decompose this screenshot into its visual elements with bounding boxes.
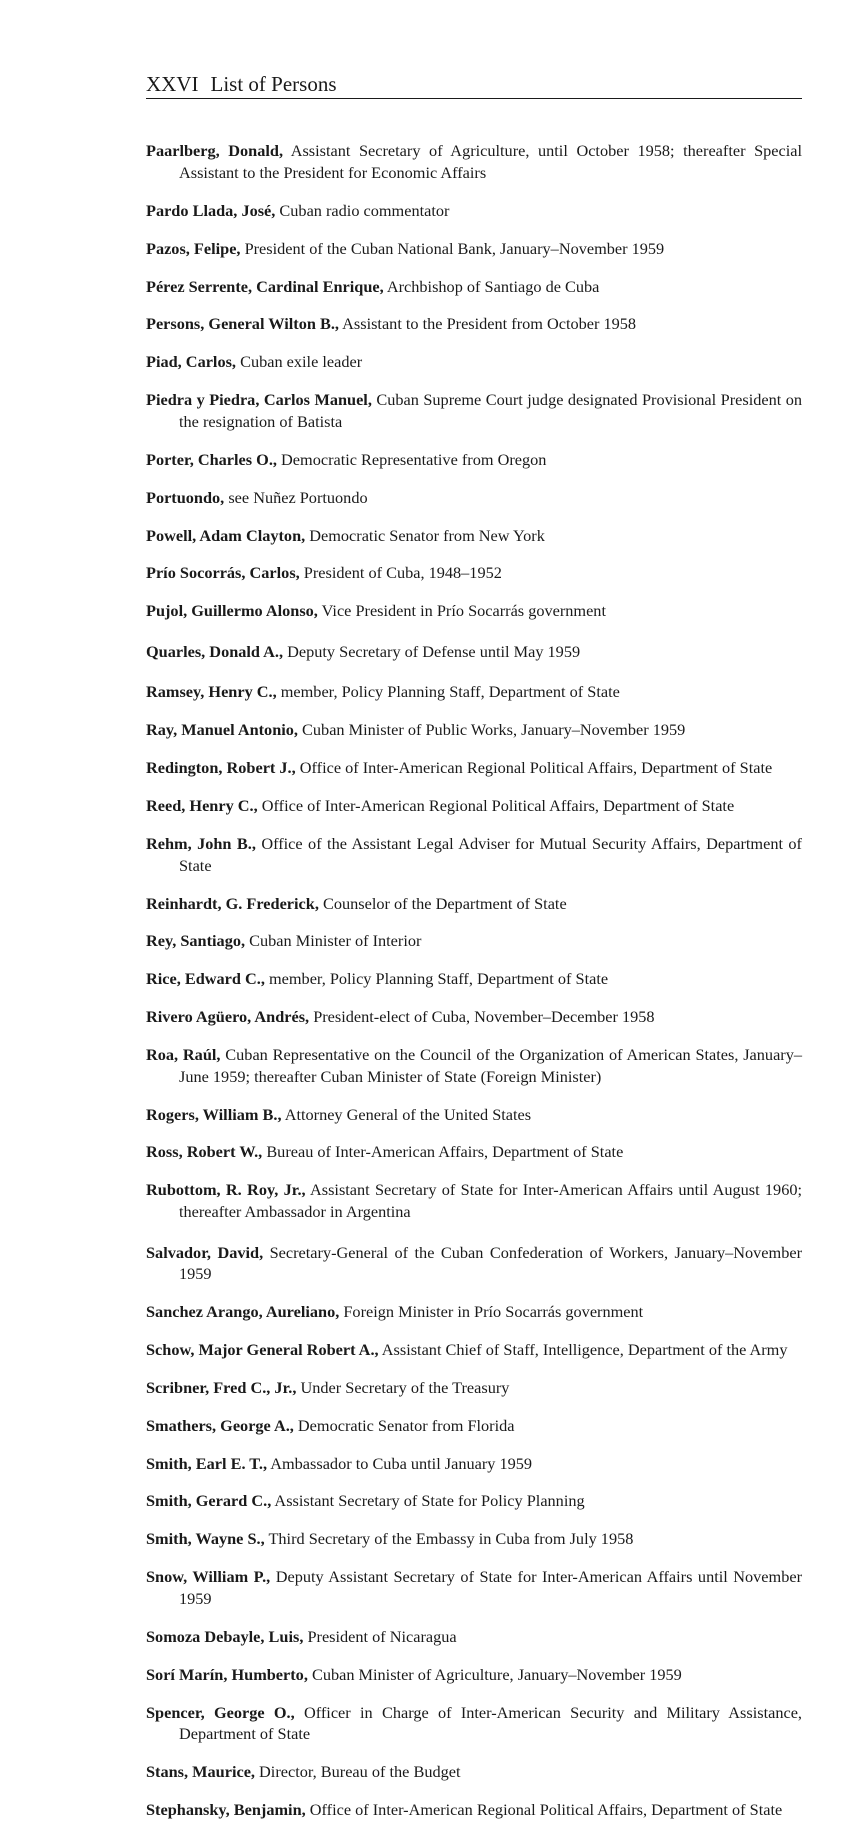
person-name: Smathers, George A.,: [146, 1415, 294, 1435]
person-name: Reinhardt, G. Frederick,: [146, 893, 319, 913]
person-description: Counselor of the Department of State: [318, 893, 567, 913]
person-description: Ambassador to Cuba until January 1959: [267, 1453, 533, 1473]
person-entry: [146, 757, 802, 779]
person-description: Third Secretary of the Embassy in Cuba from July 1958: [264, 1529, 634, 1549]
person-entry: [146, 1490, 802, 1512]
person-description: Officer in Charge of Inter-American Security and Military Assistance, Department of State: [179, 1702, 803, 1744]
person-name: Somoza Debayle, Luis,: [146, 1626, 304, 1646]
person-name: Pérez Serrente, Cardinal Enrique,: [146, 276, 384, 296]
page-number: XXVI: [146, 72, 199, 96]
person-name: Rehm, John B.,: [146, 834, 256, 854]
person-description: Office of Inter-American Regional Political Affairs, Department of State: [295, 758, 773, 778]
person-entry: [146, 1339, 802, 1361]
person-name: Reed, Henry C.,: [146, 796, 258, 816]
person-description: President of Cuba, 1948–1952: [299, 563, 502, 583]
person-description: Cuban exile leader: [236, 352, 363, 372]
person-name: Smith, Earl E. T.,: [146, 1453, 268, 1473]
person-name: Rivero Agüero, Andrés,: [146, 1007, 310, 1027]
person-name: Piedra y Piedra, Carlos Manuel,: [146, 390, 372, 410]
person-entry: [146, 313, 802, 335]
persons-list: [146, 124, 802, 1837]
person-entry: [146, 1104, 802, 1126]
person-name: Redington, Robert J.,: [146, 758, 296, 778]
person-description: Director, Bureau of the Budget: [254, 1762, 461, 1781]
person-entry: [146, 1528, 802, 1550]
person-description: see Nuñez Portuondo: [224, 487, 368, 507]
person-entry: [146, 893, 802, 915]
person-name: Prío Socorrás, Carlos,: [146, 563, 300, 583]
person-description: Bureau of Inter-American Affairs, Department of State: [262, 1142, 624, 1162]
person-entry: [146, 1453, 802, 1475]
person-description: President of Nicaragua: [303, 1626, 457, 1646]
person-name: Sorí Marín, Humberto,: [146, 1664, 308, 1684]
person-name: Smith, Gerard C.,: [146, 1491, 272, 1511]
person-description: Archbishop of Santiago de Cuba: [383, 276, 600, 296]
person-name: Powell, Adam Clayton,: [146, 525, 306, 545]
person-entry: [146, 1301, 802, 1323]
person-description: Assistant Secretary of Agriculture, until October 1958; thereafter Special Assistant to the President for Economic Affairs: [179, 141, 802, 182]
person-name: Snow, William P.,: [146, 1567, 271, 1587]
person-name: Roa, Raúl,: [146, 1045, 221, 1065]
person-description: Under Secretary of the Treasury: [296, 1377, 510, 1397]
person-name: Persons, General Wilton B.,: [146, 314, 339, 334]
page-header: [146, 70, 802, 99]
person-description: President of the Cuban National Bank, January–November 1959: [240, 238, 665, 258]
person-entry: [146, 968, 802, 990]
letter-group-q: [146, 641, 802, 663]
person-entry: [146, 1664, 802, 1686]
person-name: Pujol, Guillermo Alonso,: [146, 601, 318, 621]
person-description: Cuban Representative on the Council of the Organization of American States, January–June 1959; thereafter Cuban Minister of State (Foreign Minister): [179, 1045, 802, 1086]
person-name: Salvador, David,: [146, 1242, 264, 1262]
person-entry: [146, 1626, 802, 1648]
person-description: Assistant to the President from October 1958: [338, 314, 637, 334]
person-description: Office of Inter-American Regional Political Affairs, Department of State: [305, 1799, 783, 1819]
person-name: Pazos, Felipe,: [146, 238, 241, 258]
person-entry: [146, 525, 802, 547]
person-description: Democratic Senator from New York: [305, 525, 545, 545]
letter-group-s: [146, 1242, 802, 1821]
person-name: Smith, Wayne S.,: [146, 1529, 265, 1549]
person-entry: [146, 276, 802, 298]
person-name: Piad, Carlos,: [146, 352, 237, 372]
person-entry: [146, 641, 802, 663]
person-name: Ross, Robert W.,: [146, 1142, 263, 1162]
person-entry: [146, 1799, 802, 1821]
person-description: Cuban Minister of Interior: [245, 931, 422, 951]
person-name: Rice, Edward C.,: [146, 969, 265, 989]
person-description: Cuban Supreme Court judge designated Provisional President on the resignation of Batista: [179, 390, 802, 431]
person-entry: [146, 487, 802, 509]
person-description: Assistant Secretary of State for Policy Planning: [271, 1491, 585, 1511]
person-description: member, Policy Planning Staff, Department of State: [276, 682, 620, 702]
person-entry: [146, 1415, 802, 1437]
person-entry: [146, 1179, 802, 1222]
person-entry: [146, 600, 802, 622]
person-description: Secretary-General of the Cuban Confederation of Workers, January–November 1959: [179, 1242, 802, 1284]
person-name: Ray, Manuel Antonio,: [146, 720, 298, 740]
letter-group-p: [146, 140, 802, 622]
person-description: member, Policy Planning Staff, Department of State: [264, 969, 609, 989]
person-entry: [146, 1044, 802, 1087]
person-description: Cuban radio commentator: [275, 200, 450, 220]
person-entry: [146, 681, 802, 703]
person-description: Cuban Minister of Public Works, January–November 1959: [297, 720, 686, 740]
person-name: Spencer, George O.,: [146, 1702, 295, 1722]
person-name: Ramsey, Henry C.,: [146, 682, 277, 702]
person-description: President-elect of Cuba, November–December 1958: [309, 1007, 655, 1027]
person-description: Deputy Assistant Secretary of State for Inter-American Affairs until November 1959: [179, 1567, 802, 1608]
person-entry: [146, 1006, 802, 1028]
person-name: Quarles, Donald A.,: [146, 641, 284, 661]
person-entry: [146, 930, 802, 952]
person-description: Assistant Chief of Staff, Intelligence, Department of the Army: [378, 1339, 788, 1359]
person-entry: [146, 1761, 802, 1783]
person-description: Office of the Assistant Legal Adviser for Mutual Security Affairs, Department of State: [179, 834, 802, 875]
person-entry: [146, 200, 802, 222]
person-name: Paarlberg, Donald,: [146, 141, 284, 161]
person-name: Stans, Maurice,: [146, 1762, 255, 1781]
person-description: Foreign Minister in Prío Socarrás government: [339, 1302, 644, 1322]
person-name: Portuondo,: [146, 487, 225, 507]
person-description: Vice President in Prío Socarrás government: [317, 601, 606, 621]
person-entry: [146, 449, 802, 471]
person-entry: [146, 719, 802, 741]
person-entry: [146, 562, 802, 584]
person-entry: [146, 140, 802, 183]
person-description: Democratic Representative from Oregon: [276, 449, 547, 469]
person-entry: [146, 795, 802, 817]
person-entry: [146, 1141, 802, 1163]
person-entry: [146, 1702, 802, 1745]
person-name: Sanchez Arango, Aureliano,: [146, 1302, 340, 1322]
person-description: Assistant Secretary of State for Inter-American Affairs until August 1960; thereafter Ambassador in Argentina: [179, 1180, 803, 1221]
person-entry: [146, 833, 802, 876]
letter-group-r: [146, 681, 802, 1222]
person-description: Deputy Secretary of Defense until May 1959: [283, 641, 581, 661]
person-entry: [146, 1566, 802, 1609]
person-name: Rubottom, R. Roy, Jr.,: [146, 1180, 306, 1200]
person-name: Pardo Llada, José,: [146, 200, 276, 220]
person-entry: [146, 1377, 802, 1399]
person-name: Rogers, William B.,: [146, 1104, 282, 1124]
page-title: List of Persons: [210, 72, 337, 96]
person-name: Rey, Santiago,: [146, 931, 246, 951]
person-entry: [146, 389, 802, 432]
person-entry: [146, 351, 802, 373]
person-description: Attorney General of the United States: [281, 1104, 532, 1124]
person-name: Porter, Charles O.,: [146, 449, 277, 469]
person-description: Office of Inter-American Regional Political Affairs, Department of State: [257, 796, 735, 816]
person-name: Stephansky, Benjamin,: [146, 1799, 306, 1819]
person-entry: [146, 238, 802, 260]
person-entry: [146, 1242, 802, 1285]
person-name: Scribner, Fred C., Jr.,: [146, 1377, 297, 1397]
person-description: Democratic Senator from Florida: [293, 1415, 515, 1435]
person-description: Cuban Minister of Agriculture, January–November 1959: [307, 1664, 682, 1684]
person-name: Schow, Major General Robert A.,: [146, 1339, 379, 1359]
